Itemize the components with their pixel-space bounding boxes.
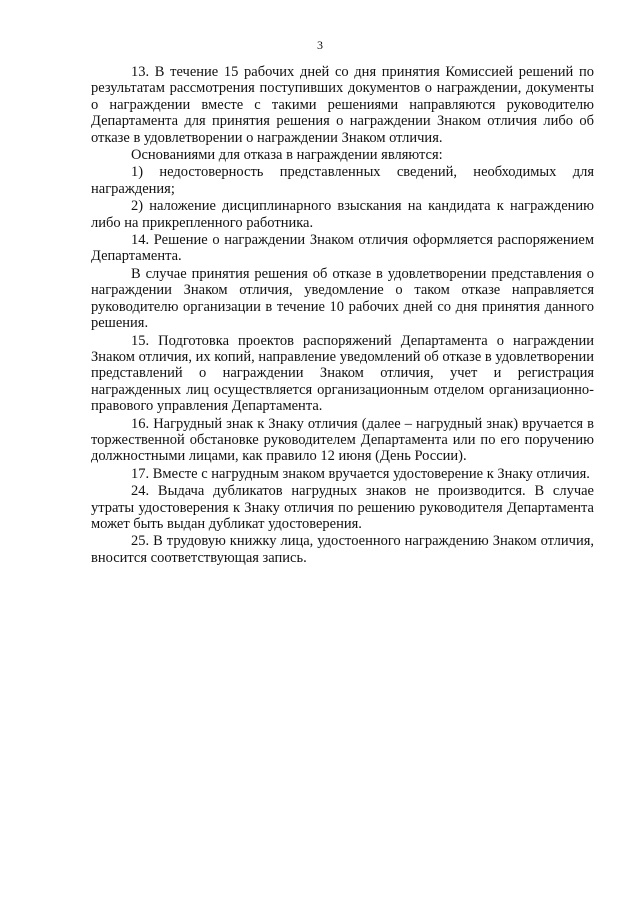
paragraph-13: 13. В течение 15 рабочих дней со дня принятия Комиссией решений по результатам рассмотрения поступивших документов о награждении, документы о награждении вместе с такими решениями направляются руководителю Департамента для принятия решения о награждении Знаком отличия либо об отказе в удовлетворении о награждении Знаком отличия.: [91, 64, 594, 146]
page-number: 3: [317, 38, 323, 52]
paragraph-14: 14. Решение о награждении Знаком отличия оформляется распоряжением Департамента.: [91, 232, 594, 265]
paragraph-16: 16. Нагрудный знак к Знаку отличия (далее – нагрудный знак) вручается в торжественной обстановке руководителем Департамента или по его поручению должностными лицами, как правило 12 июня (День России).: [91, 415, 594, 465]
paragraph-25: 25. В трудовую книжку лица, удостоенного награждению Знаком отличия, вносится соответствующая запись.: [91, 533, 594, 566]
paragraph-17: 17. Вместе с нагрудным знаком вручается удостоверение к Знаку отличия.: [131, 465, 590, 482]
paragraph-refusal-notice: В случае принятия решения об отказе в удовлетворении представления о награждении Знаком отличия, уведомление о таком отказе направляется руководителю организации в течение 10 рабочих дней со дня принятия данного решения.: [91, 265, 594, 332]
paragraph-ground-2: 2) наложение дисциплинарного взыскания на кандидата к награждению либо на прикрепленного работника.: [91, 198, 594, 231]
paragraph-ground-1: 1) недостоверность представленных сведений, необходимых для награждения;: [91, 164, 594, 197]
document-body: [91, 64, 594, 567]
paragraph-refusal-grounds: Основаниями для отказа в награждении являются:: [131, 147, 443, 164]
paragraph-24: 24. Выдача дубликатов нагрудных знаков не производится. В случае утраты удостоверения к Знаку отличия по решению руководителя Департамента может быть выдан дубликат удостоверения.: [91, 483, 594, 532]
paragraph-15: 15. Подготовка проектов распоряжений Департамента о награждении Знаком отличия, их копий, направление уведомлений об отказе в удовлетворении представлений о награждении Знаком отличия, учет и регистрация награжденных лиц осуществляется организационным отделом организационно-правового управления Департамента.: [91, 332, 594, 415]
